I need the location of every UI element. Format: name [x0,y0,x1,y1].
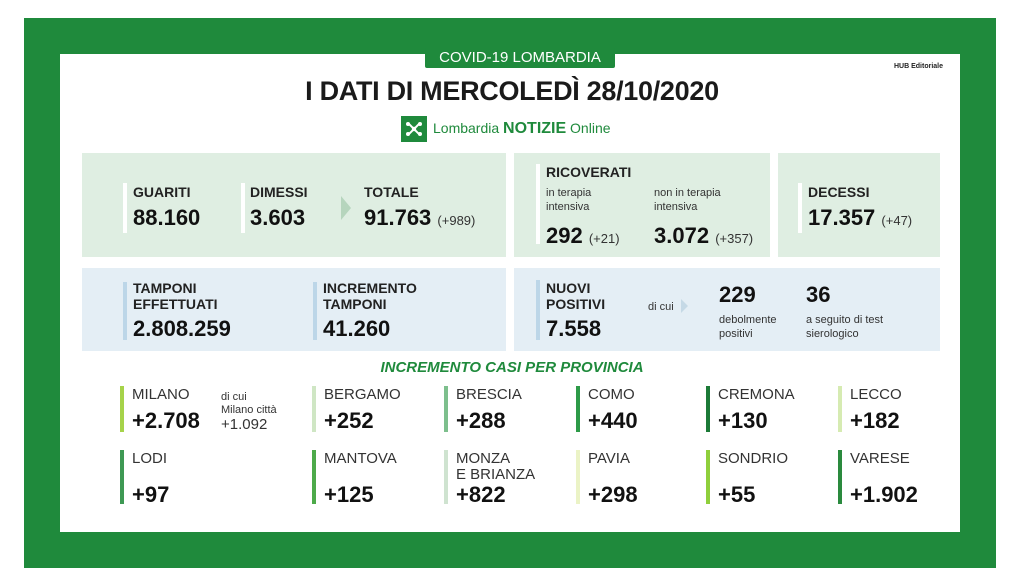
incremento-bar [313,282,317,340]
decessi-label: DECESSI [808,184,870,200]
province-name: MONZA [456,450,511,467]
ti-label-2: intensiva [546,201,590,213]
nti-label-1: non in terapia [654,187,721,199]
province-bar [576,450,580,504]
totale-value [364,205,475,231]
province-bar [120,450,124,504]
totale-label: TOTALE [364,184,419,200]
lombardia-notizie-logo [401,116,611,142]
dimessi-value: 3.603 [250,205,306,230]
province-name: BERGAMO [324,386,401,403]
province-bar [576,386,580,432]
nti-number: 3.072 [654,223,710,248]
decessi-delta: (+47) [881,213,913,228]
province-bar [706,386,710,432]
decessi-value [808,205,912,231]
province-value: +182 [850,408,900,433]
province-bar [838,386,842,432]
province-name: LODI [132,450,168,467]
ti-value [546,223,620,249]
province-name: BRESCIA [456,386,522,403]
milano-citta-label-1: di cui [221,391,247,403]
tamponi-bar [123,282,127,340]
province-name: PAVIA [588,450,630,467]
dimessi-bar [241,183,245,233]
di-cui-arrow-icon [681,299,688,313]
tamponi-label-1: TAMPONI [133,280,197,296]
incremento-label-2: TAMPONI [323,296,387,312]
province-value: +298 [588,482,638,507]
guariti-bar [123,183,127,233]
tamponi-label-2: EFFETTUATI [133,296,218,312]
logo-text-regular: Lombardia [433,120,504,136]
milano-citta-value: +1.092 [221,416,268,433]
province-bar [312,386,316,432]
tamponi-value: 2.808.259 [133,316,231,341]
province-value: +440 [588,408,638,433]
di-cui-label: di cui [648,301,674,313]
province-value: +55 [718,482,756,507]
nti-delta: (+357) [715,231,754,246]
province-bar [706,450,710,504]
header-tag: COVID-19 LOMBARDIA [425,48,615,68]
page-title: I DATI DI MERCOLEDÌ 28/10/2020 [305,76,719,106]
debolmente-value: 229 [719,282,756,307]
section-title: INCREMENTO CASI PER PROVINCIA [380,359,644,376]
totale-delta: (+989) [437,213,476,228]
logo-text-suffix: Online [566,120,611,136]
decessi-number: 17.357 [808,205,876,230]
province-name: CREMONA [718,386,795,403]
province-name: SONDRIO [718,450,789,467]
province-bar [444,450,448,504]
province-value: +125 [324,482,374,507]
guariti-label: GUARITI [133,184,191,200]
province-name: MANTOVA [324,450,397,467]
debolmente-label-1: debolmente [719,314,777,326]
guariti-value: 88.160 [133,205,201,230]
logo-text [433,120,611,138]
province-value: +130 [718,408,768,433]
ti-number: 292 [546,223,583,248]
province-bar [444,386,448,432]
totale-number: 91.763 [364,205,432,230]
ti-label-1: in terapia [546,187,592,199]
positivi-label-2: POSITIVI [546,296,606,312]
positivi-bar [536,280,540,340]
ricoverati-bar [536,164,540,244]
nti-label-2: intensiva [654,201,698,213]
debolmente-label-2: positivi [719,328,753,340]
province-value: +822 [456,482,506,507]
sierologico-value: 36 [806,282,831,307]
positivi-value: 7.558 [546,316,602,341]
hub-editoriale-label: HUB Editoriale [894,63,944,70]
province-value: +2.708 [132,408,200,433]
province-name: VARESE [850,450,910,467]
province-value: +1.902 [850,482,918,507]
province-value: +252 [324,408,374,433]
ricoverati-label: RICOVERATI [546,164,632,180]
logo-text-bold: NOTIZIE [503,120,567,137]
nti-value [654,223,753,249]
province-name-2: E BRIANZA [456,466,536,483]
dimessi-label: DIMESSI [250,184,308,200]
sierologico-label-1: a seguito di test [806,314,884,326]
ti-delta: (+21) [588,231,620,246]
rosa-camuna-icon [401,116,427,142]
province-name: LECCO [850,386,902,403]
province-bar [312,450,316,504]
province-name: COMO [588,386,635,403]
province-value: +97 [132,482,170,507]
decessi-bar [798,183,802,233]
province-value: +288 [456,408,506,433]
sierologico-label-2: sierologico [806,328,859,340]
totale-arrow-icon [341,196,351,220]
incremento-value: 41.260 [323,316,391,341]
positivi-label-1: NUOVI [546,280,591,296]
province-bar [838,450,842,504]
province-bar [120,386,124,432]
incremento-label-1: INCREMENTO [323,280,417,296]
milano-citta-label-2: Milano città [221,404,277,416]
province-name: MILANO [132,386,190,403]
